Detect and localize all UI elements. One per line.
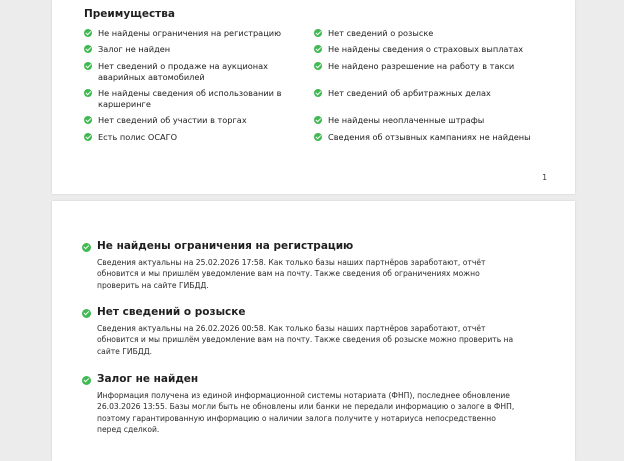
section-title: Нет сведений о розыске bbox=[82, 306, 522, 319]
report-section bbox=[82, 240, 522, 291]
advantage-item: Сведения об отзывных кампаниях не найдены bbox=[314, 132, 559, 143]
check-circle-icon bbox=[314, 133, 322, 141]
section-title: Не найдены ограничения на регистрацию bbox=[82, 240, 522, 253]
advantage-item: Нет сведений об участии в торгах bbox=[84, 115, 304, 126]
section-title: Залог не найден bbox=[82, 373, 522, 386]
report-page-2 bbox=[52, 201, 575, 461]
check-circle-icon bbox=[84, 29, 92, 37]
report-section bbox=[82, 373, 522, 436]
advantage-item: Залог не найден bbox=[84, 44, 304, 55]
check-circle-icon bbox=[314, 116, 322, 124]
advantage-item: Нет сведений о розыске bbox=[314, 28, 554, 39]
check-circle-icon bbox=[82, 243, 91, 252]
advantage-item: Нет сведений об арбитражных делах bbox=[314, 88, 554, 99]
section-body: Сведения актуальны на 26.02.2026 00:58. Как только базы наших партнёров заработают, отчёт обновится и мы пришлём уведомление вам на почту. Также сведения об розыске можно проверить на сайте ГИБДД. bbox=[97, 324, 514, 356]
check-circle-icon bbox=[82, 376, 91, 385]
check-circle-icon bbox=[84, 62, 92, 70]
advantage-item: Не найдены неоплаченные штрафы bbox=[314, 115, 554, 126]
check-circle-icon bbox=[84, 45, 92, 53]
report-page-1 bbox=[52, 0, 575, 194]
check-circle-icon bbox=[314, 89, 322, 97]
check-circle-icon bbox=[314, 29, 322, 37]
advantage-item: Не найдены ограничения на регистрацию bbox=[84, 28, 304, 39]
check-circle-icon bbox=[314, 62, 322, 70]
advantages-title: Преимущества bbox=[84, 8, 175, 20]
advantage-item: Не найдены сведения о страховых выплатах bbox=[314, 44, 554, 55]
advantage-item: Не найдено разрешение на работу в такси bbox=[314, 61, 554, 72]
check-circle-icon bbox=[82, 309, 91, 318]
advantage-item: Есть полис ОСАГО bbox=[84, 132, 304, 143]
check-circle-icon bbox=[84, 133, 92, 141]
check-circle-icon bbox=[314, 45, 322, 53]
advantage-item: Не найдены сведения об использовании в каршеринге bbox=[84, 88, 284, 109]
report-section bbox=[82, 306, 522, 357]
section-body: Информация получена из единой информационной системы нотариата (ФНП), последнее обновление 26.03.2026 13:55. Базы могли быть не обновлены или банки не передали информацию о залоге в ФНП, поэтому гарантированную информацию о наличии залога получите у нотариуса непосредственно перед сделкой. bbox=[97, 391, 515, 435]
section-body: Сведения актуальны на 25.02.2026 17:58. Как только базы наших партнёров заработают, отчёт обновится и мы пришлём уведомление вам на почту. Также сведения об ограничениях можно проверить на сайте ГИБДД. bbox=[97, 258, 486, 290]
advantage-item: Нет сведений о продаже на аукционах аварийных автомобилей bbox=[84, 61, 314, 82]
check-circle-icon bbox=[84, 89, 92, 97]
check-circle-icon bbox=[84, 116, 92, 124]
page-number: 1 bbox=[542, 173, 547, 182]
